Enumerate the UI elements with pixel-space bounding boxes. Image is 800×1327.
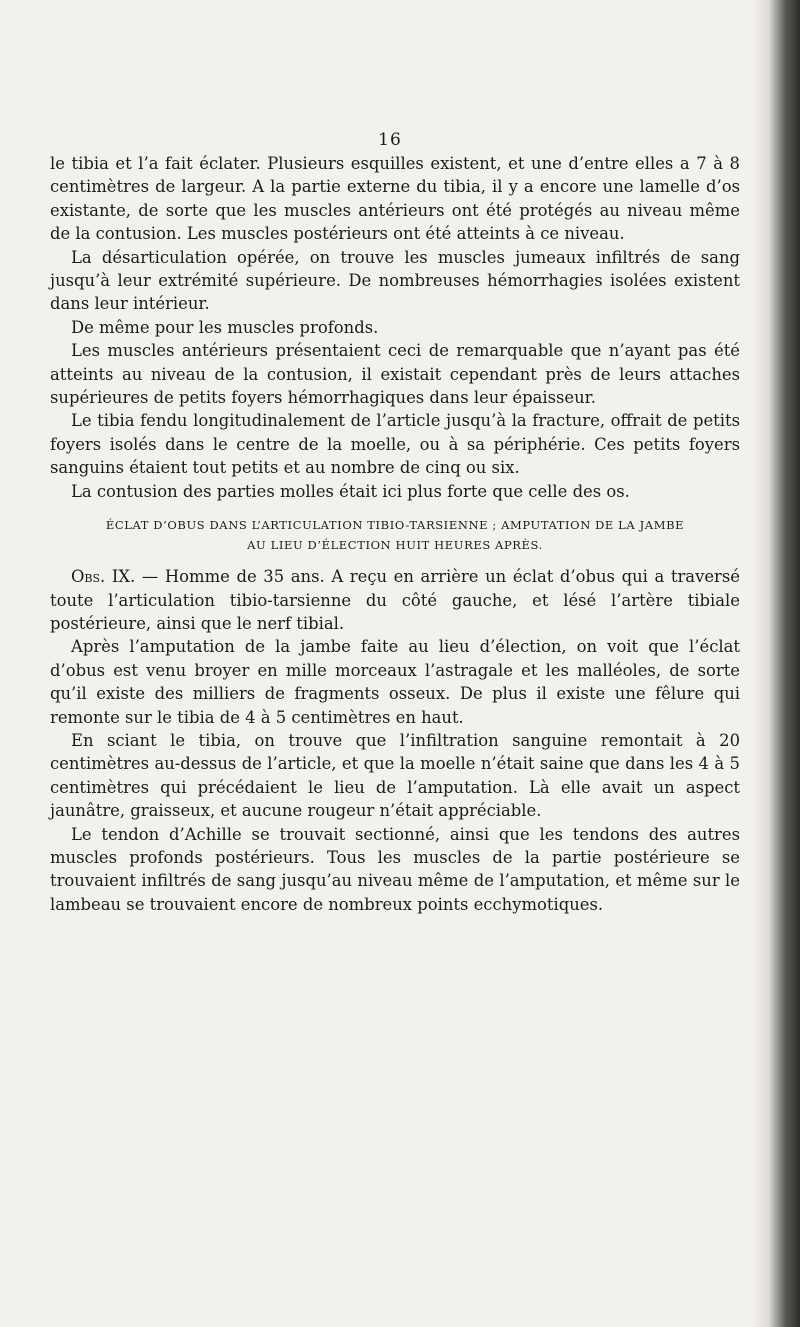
paragraph: En sciant le tibia, on trouve que l’infiltration sanguine remontait à 20 centimètres au-dessus de l’article, et que la moelle n’était saine que dans les 4 à 5 centimètres qui précédaient le lieu de l’amputation. Là elle avait un aspect jaunâtre, graisseux, et aucune rougeur n’était appréciable. [50,730,740,821]
observation-label: Obs. IX. [71,567,136,587]
paragraph-continued: le tibia et l’a fait éclater. Plusieurs esquilles existent, et une d’entre elles a 7 à 8 centimètres de largeur. A la partie externe du tibia, il y a encore une lamelle d’os existante, de sorte que les muscles antérieurs ont été protégés au niveau même de la contusion. Les muscles postérieurs ont été atteints à ce niveau. [50,154,740,244]
page-body [50,152,740,916]
observation-paragraph [50,565,740,635]
section-heading-line: ÉCLAT D’OBUS DANS L’ARTICULATION TIBIO-TARSIENNE ; AMPUTATION DE LA JAMBE [105,518,685,533]
paragraph: De même pour les muscles profonds. [71,317,379,337]
page-number: 16 [378,130,402,150]
page-edge-shadow [752,0,800,1327]
paragraph: La désarticulation opérée, on trouve les muscles jumeaux infiltrés de sang jusqu’à leur extrémité supérieure. De nombreuses hémorrhagies isolées existent dans leur intérieur. [50,247,740,314]
paragraph: Le tendon d’Achille se trouvait sectionné, ainsi que les tendons des autres muscles profonds postérieurs. Tous les muscles de la partie postérieure se trouvaient infiltrés de sang jusqu’au niveau même de l’amputation, et même sur le lambeau se trouvaient encore de nombreux points ecchymotiques. [50,824,740,914]
section-heading [50,515,740,555]
paragraph: Les muscles antérieurs présentaient ceci de remarquable que n’ayant pas été atteints au niveau de la contusion, il existait cependant près de leurs attaches supérieures de petits foyers hémorrhagiques dans leur épaisseur. [50,341,740,408]
observation-text: — Homme de 35 ans. A reçu en arrière un éclat d’obus qui a traversé toute l’articulation tibio-tarsienne du côté gauche, et lésé l’artère tibiale postérieure, ainsi que le nerf tibial. [50,567,740,633]
section-heading-line: AU LIEU D’ÉLECTION HUIT HEURES APRÈS. [247,538,543,553]
paragraph: Après l’amputation de la jambe faite au lieu d’élection, on voit que l’éclat d’obus est venu broyer en mille morceaux l’astragale et les malléoles, de sorte qu’il existe des milliers de fragments osseux. De plus il existe une fêlure qui remonte sur le tibia de 4 à 5 centimètres en haut. [50,637,740,727]
paragraph: La contusion des parties molles était ici plus forte que celle des os. [71,481,630,501]
paragraph: Le tibia fendu longitudinalement de l’article jusqu’à la fracture, offrait de petits foyers isolés dans le centre de la moelle, ou à sa périphérie. Ces petits foyers sanguins étaient tout petits et au nombre de cinq ou six. [50,411,740,478]
